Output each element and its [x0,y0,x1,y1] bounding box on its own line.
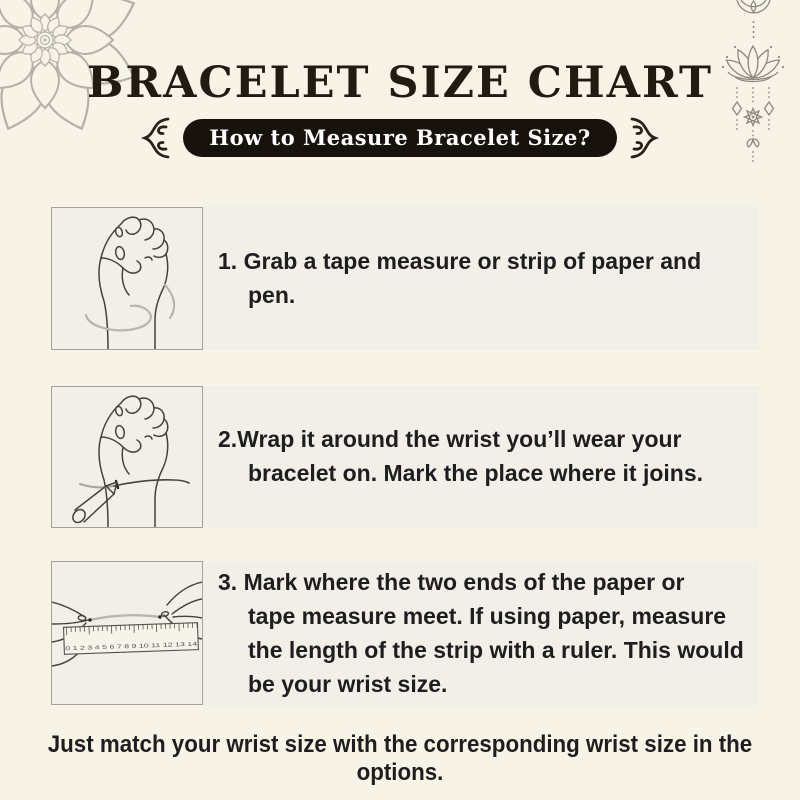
step-row-1 [51,207,759,350]
step-row-3 [51,561,759,705]
wrap-line-right [114,480,189,486]
marker-pen [70,482,117,525]
step1-line1: 1. Grab a tape measure or strip of paper and [218,248,702,274]
step3-line2: tape measure meet. If using paper, measure [248,603,727,629]
subtitle-badge: How to Measure Bracelet Size? [183,119,616,157]
pen-marking-wrist-sketch [52,387,202,527]
step2-illustration [51,386,203,528]
flourish-left-icon [139,115,173,161]
footer-note: Just match your wrist size with the corresponding wrist size in the options. [47,731,753,786]
subtitle-badge-row [0,115,800,161]
ruler-numbers: 0 1 2 3 4 5 6 7 8 9 10 11 12 13 14 [65,643,149,653]
step2-line2: bracelet on. Mark the place where it joins. [248,460,704,486]
mark-dot-left [88,618,91,621]
step-row-2 [51,386,759,528]
paper-strip [90,615,160,620]
step3-line3: the length of the strip with a ruler. This would [248,637,744,663]
hand-with-bracelet-sketch [52,208,202,349]
flourish-right-icon [627,115,661,161]
hands-measuring-strip-with-ruler-sketch [52,562,202,704]
step3-line4: be your wrist size. [248,671,448,697]
page-title: BRACELET SIZE CHART [87,58,713,108]
step1-line2: pen. [248,282,296,308]
step2-line1: 2.Wrap it around the wrist you’ll wear your [218,426,682,452]
step1-text [203,207,701,312]
step3-text [203,561,744,701]
step2-text [203,386,703,490]
step3-illustration [51,561,203,705]
step3-line1: 3. Mark where the two ends of the paper or [218,569,685,595]
step1-illustration [51,207,203,350]
ruler [64,623,199,655]
mark-dot-right [158,615,161,618]
